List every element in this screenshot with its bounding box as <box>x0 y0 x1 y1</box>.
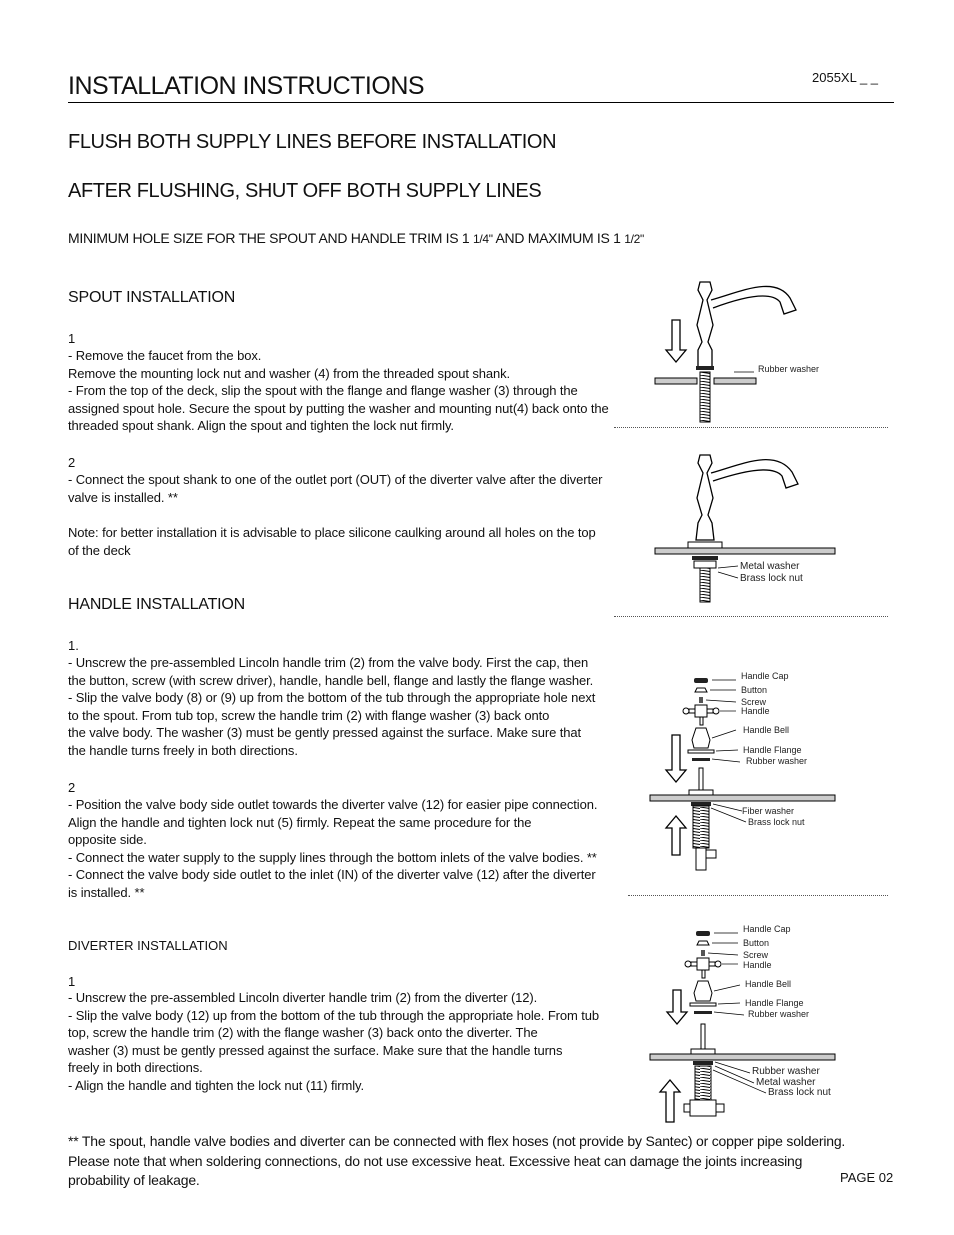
label-handle: Handle <box>743 960 772 970</box>
label-rubber-washer-top: Rubber washer <box>748 1009 810 1019</box>
hole-size-min-fraction: 1/4" <box>472 232 493 246</box>
hole-size-mid-text: AND MAXIMUM IS 1 <box>492 230 625 246</box>
handle-heading: HANDLE INSTALLATION <box>68 596 245 613</box>
label-fiber-washer: Fiber washer <box>742 806 795 816</box>
label-metal-washer: Metal washer <box>756 1077 816 1088</box>
label-button: Button <box>741 685 768 695</box>
handle-step1-text: - Unscrew the pre-assembled Lincoln handle trim (2) from the valve body. First the cap, then the button, screw (with screw driver), handle, handle bell, flange and lastly the flange washer. - Slip the valve body (8) or (9) up from the bottom of the tub through the appropriate hole next to the spout. From tub top, screw the handle trim (2) with flange washer (3) back onto the valve body. The washer (3) must be gently pressed against the surface. Make sure that the handle turns freely in both directions. <box>68 655 596 758</box>
label-handle-flange: Handle Flange <box>745 998 804 1008</box>
label-screw: Screw <box>743 950 769 960</box>
page-title: INSTALLATION INSTRUCTIONS <box>68 72 425 100</box>
diverter-step1-number: 1 <box>68 974 76 989</box>
label-button: Button <box>743 938 770 948</box>
label-handle-bell: Handle Bell <box>743 725 790 735</box>
label-rubber-washer-bottom: Rubber washer <box>752 1066 820 1077</box>
hole-size-text: MINIMUM HOLE SIZE FOR THE SPOUT AND HANDLE TRIM IS 1 <box>68 230 473 246</box>
page-number: PAGE 02 <box>840 1170 894 1185</box>
handle-step1-number: 1. <box>68 638 79 653</box>
flush-notice: FLUSH BOTH SUPPLY LINES BEFORE INSTALLATION <box>68 131 557 153</box>
spout-note: Note: for better installation it is advisable to place silicone caulking around all holes on the top of the deck <box>68 525 596 558</box>
label-brass-lock-nut: Brass lock nut <box>768 1087 831 1098</box>
label-handle-flange: Handle Flange <box>743 745 802 755</box>
label-brass-lock-nut: Brass lock nut <box>740 573 803 584</box>
label-handle-cap: Handle Cap <box>741 671 789 681</box>
label-brass-lock-nut: Brass lock nut <box>748 817 805 827</box>
handle-step2-text: - Position the valve body side outlet towards the diverter valve (12) for easier pipe connection. Align the handle and tighten lock nut (5) firmly. Repeat the same procedure for the opposite side. - Connect the water supply to the supply lines through the bottom inlets of the valve bodies. ** - Connect the valve body side outlet to the inlet (IN) of the diverter valve (12) after the diverter is installed. ** <box>68 797 598 900</box>
label-rubber-washer: Rubber washer <box>758 364 820 374</box>
spout-heading: SPOUT INSTALLATION <box>68 289 236 306</box>
footer-note: ** The spout, handle valve bodies and diverter can be connected with flex hoses (not provide by Santec) or copper pipe soldering. Please note that when soldering connections, do not use excessive heat. Excessive heat can damage the joints increasing probability of leakage. <box>68 1133 846 1188</box>
model-number: 2055XL _ _ <box>812 70 879 85</box>
spout-step2-number: 2 <box>68 455 76 470</box>
spout-step1-number: 1 <box>68 331 76 346</box>
handle-step2-number: 2 <box>68 780 76 795</box>
hole-size-max-fraction: 1/2" <box>624 232 644 246</box>
label-handle-cap: Handle Cap <box>743 924 791 934</box>
shutoff-notice: AFTER FLUSHING, SHUT OFF BOTH SUPPLY LINES <box>68 180 542 202</box>
label-handle: Handle <box>741 706 770 716</box>
diverter-step1-text: - Unscrew the pre-assembled Lincoln diverter handle trim (2) from the diverter (12). - Slip the valve body (12) up from the bottom of the tub through the appropriate hole. From tub top, screw the handle trim (2) with the flange washer (3) back onto the diverter. The washer (3) must be gently pressed against the surface. Make sure that the handle turns freely in both directions. - Align the handle and tighten the lock nut (11) firmly. <box>68 990 600 1093</box>
label-metal-washer: Metal washer <box>740 561 800 572</box>
label-rubber-washer: Rubber washer <box>746 756 808 766</box>
label-screw: Screw <box>741 697 767 707</box>
diverter-heading: DIVERTER INSTALLATION <box>68 938 228 953</box>
spout-step2-text: - Connect the spout shank to one of the outlet port (OUT) of the diverter valve after the diverter valve is installed. ** <box>68 472 603 505</box>
spout-step1-text: - Remove the faucet from the box. Remove the mounting lock nut and washer (4) from the threaded spout shank. - From the top of the deck, slip the spout with the flange and flange washer (3) through the assigned spout hole. Secure the spout by putting the washer and mounting nut(4) back onto the threaded spout shank. Align the spout and tighten the lock nut firmly. <box>68 348 609 434</box>
label-handle-bell: Handle Bell <box>745 979 792 989</box>
